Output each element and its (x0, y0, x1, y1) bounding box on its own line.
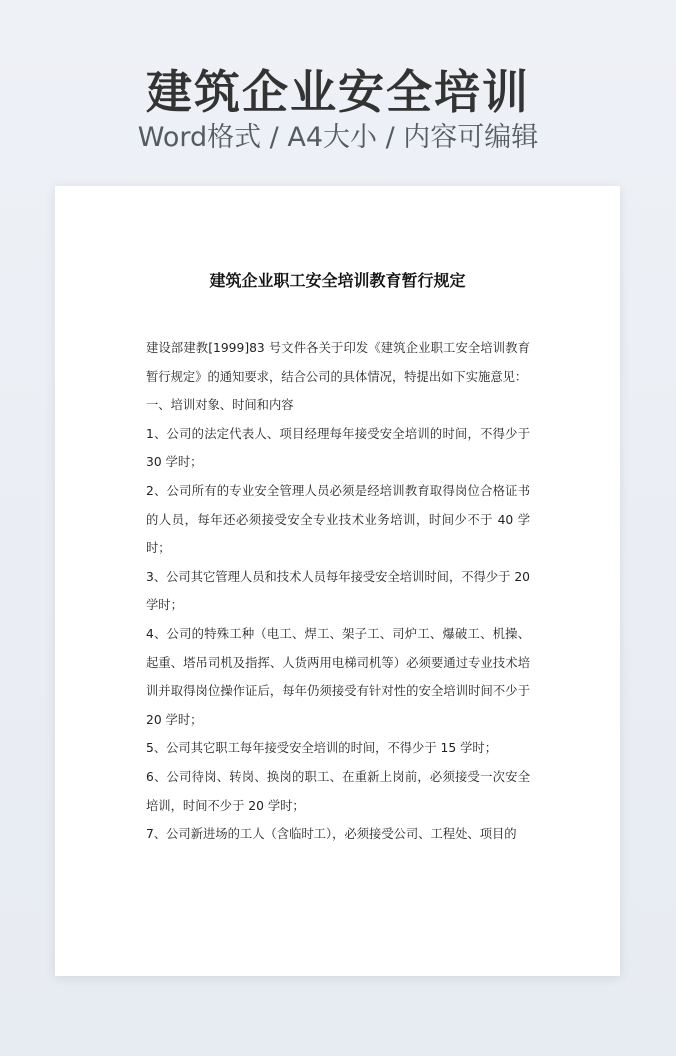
promo-subtitle: Word格式 / A4大小 / 内容可编辑 (137, 122, 539, 153)
paragraph-item-2: 2、公司所有的专业安全管理人员必须是经培训教育取得岗位合格证书的人员，每年还必须接受安全专业技术业务培训，时间少不于 40 学时； (146, 483, 530, 556)
document-page (55, 186, 620, 976)
document-title: 建筑企业职工安全培训教育暂行规定 (209, 271, 466, 290)
paragraph-item-4: 4、公司的特殊工种（电工、焊工、架子工、司炉工、爆破工、机操、起重、塔吊司机及指挥、人货两用电梯司机等）必须要通过专业技术培训并取得岗位操作证后，每年仍须接受有针对性的安全培训时间不少于 20 学时； (146, 626, 530, 727)
paragraph-item-5: 5、公司其它职工每年接受安全培训的时间，不得少于 15 学时； (146, 741, 498, 756)
section-heading: 一、培训对象、时间和内容 (146, 398, 294, 413)
paragraph-item-6: 6、公司待岗、转岗、换岗的职工、在重新上岗前，必须接受一次安全培训，时间不少于 20 学时； (146, 769, 530, 813)
paragraph-item-1: 1、公司的法定代表人、项目经理每年接受安全培训的时间，不得少于 30 学时； (146, 426, 530, 470)
paragraph-item-7: 7、公司新进场的工人（含临时工），必须接受公司、工程处、项目的 (146, 827, 517, 842)
paragraph-intro: 建设部建教[1999]83 号文件各关于印发《建筑企业职工安全培训教育暂行规定》的通知要求，结合公司的具体情况，特提出如下实施意见： (146, 341, 530, 384)
document-body (146, 334, 530, 849)
promo-title: 建筑企业安全培训 (146, 65, 530, 119)
paragraph-item-3: 3、公司其它管理人员和技术人员每年接受安全培训时间，不得少于 20 学时； (146, 569, 530, 613)
